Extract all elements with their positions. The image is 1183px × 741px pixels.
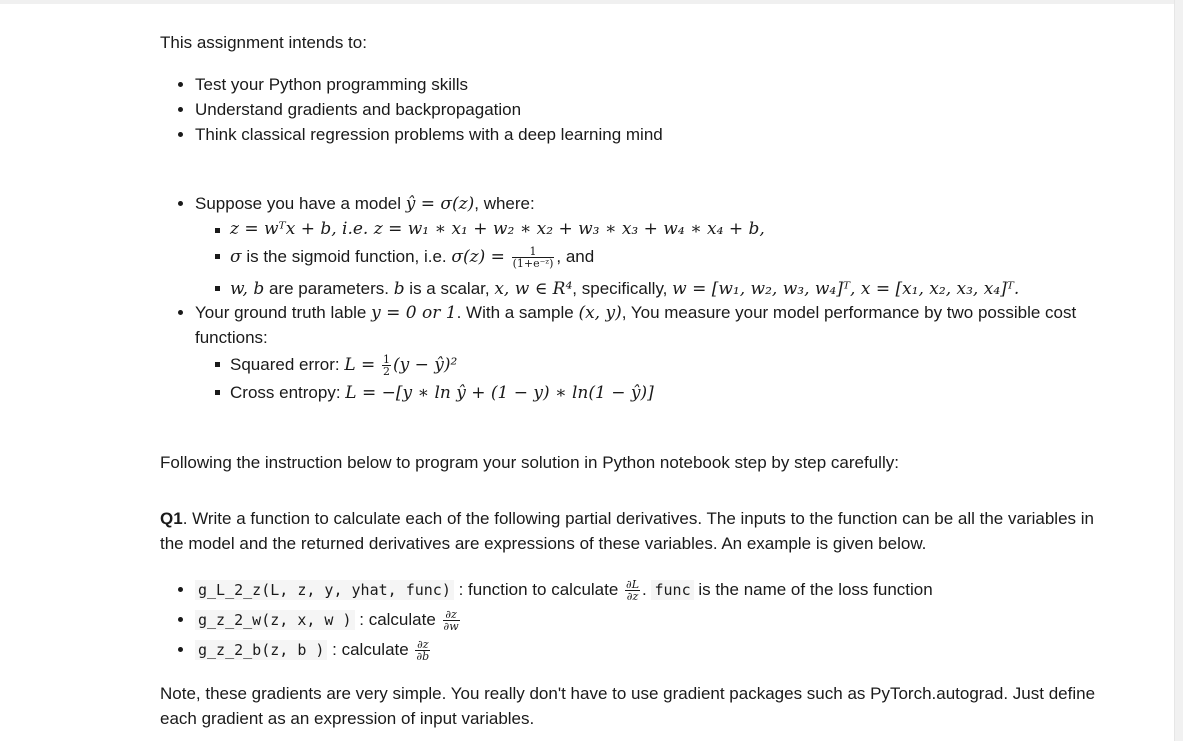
- goal-item: Test your Python programming skills: [195, 75, 469, 94]
- bullet: [178, 587, 183, 592]
- function-signature: g_z_2_b(z, b ): [195, 640, 327, 660]
- function-item: g_z_2_w(z, x, w ) : calculate $\frac{\partial z}{\partial w}$: [195, 607, 462, 633]
- bullet: [215, 286, 220, 291]
- bullet: [178, 310, 183, 315]
- q1-line1: Q1. Write a function to calculate each of the following partial derivatives. The inputs to the function can be all the variables in: [160, 509, 1094, 528]
- ground-truth-continuation: functions:: [195, 328, 268, 347]
- bullet: [178, 107, 183, 112]
- q1-label: Q1: [160, 509, 183, 528]
- half-fraction: $\frac{1}{2}$: [383, 353, 391, 379]
- bullet: [178, 647, 183, 652]
- partial-derivative: $\frac{\partial L}{\partial z}$: [626, 578, 640, 604]
- bullet: [178, 201, 183, 206]
- goal-item: Think classical regression problems with a deep learning mind: [195, 125, 663, 144]
- partial-derivative: $\frac{\partial z}{\partial b}$: [416, 638, 430, 664]
- bullet: [215, 390, 220, 395]
- bullet: [215, 254, 220, 259]
- model-statement: Suppose you have a model ŷ = σ(z), where:: [195, 194, 535, 214]
- q1-line2: the model and the returned derivatives are expressions of these variables. An example is given below.: [160, 534, 927, 553]
- note-line2: each gradient as an expression of input variables.: [160, 709, 535, 728]
- func-code: func: [651, 580, 693, 600]
- model-formula: ŷ = σ(z): [405, 194, 475, 214]
- z-definition: z = wᵀx + b, i.e. z = w₁ ∗ x₁ + w₂ ∗ x₂ + w₃ ∗ x₃ + w₄ ∗ x₄ + b,: [230, 219, 765, 239]
- ground-truth-statement: Your ground truth lable y = 0 or 1. With a sample (x, y), You measure your model performance by two possible cost: [195, 303, 1077, 323]
- scrollbar[interactable]: [1174, 0, 1183, 741]
- function-item: g_z_2_b(z, b ) : calculate $\frac{\partial z}{\partial b}$: [195, 637, 432, 663]
- function-item: g_L_2_z(L, z, y, yhat, func) : function to calculate $\frac{\partial L}{\partial z}$ . func is the name of the loss function: [195, 577, 933, 603]
- goal-item: Understand gradients and backpropagation: [195, 100, 522, 119]
- function-signature: g_L_2_z(L, z, y, yhat, func): [195, 580, 454, 600]
- sigmoid-fraction: $\frac{1}{\text{(1+e⁻ᶻ)}}$: [512, 245, 554, 271]
- note-line1: Note, these gradients are very simple. You really don't have to use gradient packages such as PyTorch.autograd. Just define: [160, 684, 1096, 703]
- parameters-definition: w, b are parameters. b is a scalar, x, w ∈ R⁴, specifically, w = [w₁, w₂, w₃, w₄]ᵀ, x = [x₁, x₂, x₃, x₄]ᵀ.: [230, 279, 1020, 299]
- bullet: [178, 82, 183, 87]
- bullet: [178, 132, 183, 137]
- instruction-text: Following the instruction below to program your solution in Python notebook step by step carefully:: [160, 453, 899, 472]
- function-signature: g_z_2_w(z, x, w ): [195, 610, 355, 630]
- top-border: [0, 0, 1175, 4]
- bullet: [215, 228, 220, 233]
- partial-derivative: $\frac{\partial z}{\partial w}$: [443, 608, 459, 634]
- bullet: [178, 617, 183, 622]
- squared-error-definition: Squared error: L = $\frac{1}{2}$ (y − ŷ)²: [230, 353, 458, 379]
- cross-entropy-definition: Cross entropy: L = −[y ∗ ln ŷ + (1 − y) ∗ ln(1 − ŷ)]: [230, 383, 654, 403]
- bullet: [215, 362, 220, 367]
- sigmoid-definition: σ is the sigmoid function, i.e. σ(z) = $\frac{1}{\text{(1+e⁻ᶻ)}}$ , and: [230, 245, 595, 271]
- intro-text: This assignment intends to:: [160, 33, 367, 52]
